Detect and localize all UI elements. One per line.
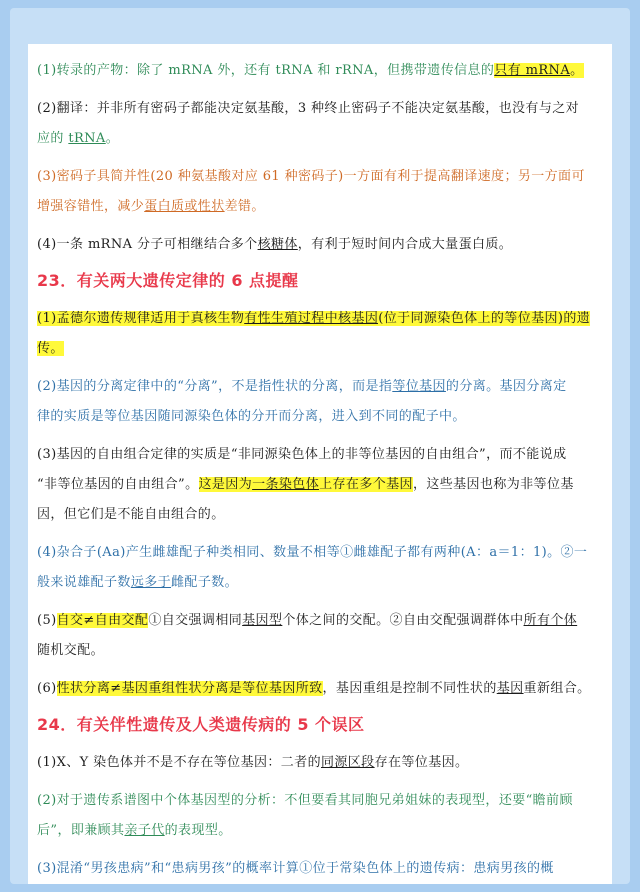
paragraph-polysome: (4)一条 mRNA 分子可相继结合多个核糖体，有利于短时间内合成大量蛋白质。 [37, 237, 513, 252]
paragraph-translation: (2)翻译：并非所有密码子都能决定氨基酸，3 种终止密码子不能决定氨基酸，也没有与之对 应的 tRNA。 [37, 101, 580, 146]
paragraph-segregation-vs-recombination: (6)性状分离≠基因重组性状分离是等位基因所致，基因重组是控制不同性状的基因重新组合。 [37, 681, 591, 696]
section-heading-24: 24．有关伴性遗传及人类遗传病的 5 个误区 [37, 715, 365, 734]
document-page [28, 44, 612, 884]
highlight-only-mrna: 只有 mRNA [494, 63, 571, 78]
paragraph-selfing-vs-random-mating: (5)自交≠自由交配①自交强调相同基因型个体之间的交配。②自由交配强调群体中所有个体 随机交配。 [37, 613, 578, 658]
paragraph-xy-homologous: (1)X、Y 染色体并不是不存在等位基因：二者的同源区段存在等位基因。 [37, 755, 469, 770]
paragraph-pedigree-analysis: (2)对于遗传系谱图中个体基因型的分析：不但要看其同胞兄弟姐妹的表现型，还要“瞻前顾 后”，即兼顾其亲子代的表现型。 [37, 793, 573, 838]
paragraph-heterozygote-gametes: (4)杂合子(Aa)产生雌雄配子种类相同、数量不相等①雌雄配子都有两种(A：a＝1：1)。②一 般来说雄配子数远多于雌配子数。 [37, 545, 588, 590]
paragraph-probability-confusion: (3)混淆“男孩患病”和“患病男孩”的概率计算①位于常染色体上的遗传病：患病男孩的概 [37, 861, 554, 876]
paragraph-mendel-scope: (1)孟德尔遗传规律适用于真核生物有性生殖过程中核基因(位于同源染色体上的等位基因)的遗 传。 [37, 311, 591, 356]
paragraph-transcription-products: (1)转录的产物：除了 mRNA 外，还有 tRNA 和 rRNA，但携带遗传信息的只有 mRNA。 [37, 63, 584, 78]
paragraph-independent-assortment: (3)基因的自由组合定律的实质是“非同源染色体上的非等位基因的自由组合”，而不能说成 “非等位基因的自由组合”。这是因为一条染色体上存在多个基因，这些基因也称为非等位基 因，但它们是不能自由组合的。 [37, 447, 574, 522]
paragraph-segregation-law: (2)基因的分离定律中的“分离”，不是指性状的分离，而是指等位基因的分离。基因分离定 律的实质是等位基因随同源染色体的分开而分离，进入到不同的配子中。 [37, 379, 567, 424]
section-heading-23: 23．有关两大遗传定律的 6 点提醒 [37, 271, 299, 290]
document-body [28, 44, 612, 884]
paragraph-codon-degeneracy: (3)密码子具简并性(20 种氨基酸对应 61 种密码子)一方面有利于提高翻译速度；另一方面可 增强容错性，减少蛋白质或性状差错。 [37, 169, 585, 214]
